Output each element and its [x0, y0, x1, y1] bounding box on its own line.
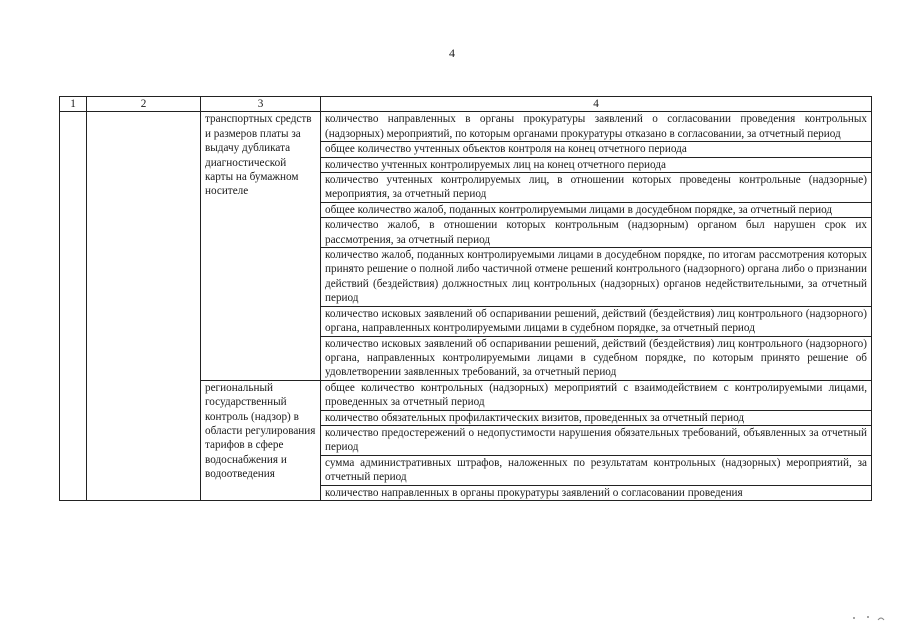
scan-artifact — [848, 606, 888, 626]
indicator-cell: количество исковых заявлений об оспаривании решений, действий (бездействия) лиц контрольного (надзорного) органа, направленных контролируемыми лицами в судебном порядке, за отчетный период — [321, 306, 872, 336]
cell-number — [60, 112, 87, 501]
column-header: 4 — [321, 97, 872, 112]
indicator-cell: количество жалоб, поданных контролируемыми лицами в досудебном порядке, по итогам рассмотрения которых принято решение о полной либо частичной отмене решений контрольного (надзорного) органа либо о признании действий (бездействия) должностных лиц контрольных (надзорных) органов недействительными, за отчетный период — [321, 248, 872, 307]
indicator-cell: общее количество контрольных (надзорных) мероприятий с взаимодействием с контролируемыми лицами, проведенных за отчетный период — [321, 380, 872, 410]
indicator-cell: количество предостережений о недопустимости нарушения обязательных требований, объявленных за отчетный период — [321, 425, 872, 455]
indicator-cell: количество исковых заявлений об оспаривании решений, действий (бездействия) лиц контрольного (надзорного) органа, направленных контролируемыми лицами в судебном порядке, по которым принято решение об удовлетворении заявленных требований, за отчетный период — [321, 336, 872, 380]
activity-cell: транспортных средств и размеров платы за выдачу дубликата диагностической карты на бумажном носителе — [201, 112, 321, 380]
indicator-cell: общее количество жалоб, поданных контролируемыми лицами в досудебном порядке, за отчетный период — [321, 202, 872, 217]
column-header: 3 — [201, 97, 321, 112]
table-row — [60, 112, 872, 142]
indicators-table — [59, 96, 872, 501]
table-header-row — [60, 97, 872, 112]
indicator-cell: количество обязательных профилактических визитов, проведенных за отчетный период — [321, 410, 872, 425]
page-number: 4 — [449, 46, 455, 60]
spacer-cell — [321, 500, 872, 501]
indicator-cell: количество учтенных контролируемых лиц на конец отчетного периода — [321, 157, 872, 172]
cell-name — [87, 112, 201, 501]
indicator-cell: количество направленных в органы прокуратуры заявлений о согласовании проведения — [321, 485, 872, 500]
indicator-cell: количество направленных в органы прокуратуры заявлений о согласовании проведения контрольных (надзорных) мероприятий, по которым органами прокуратуры отказано в согласовании, за отчетный период — [321, 112, 872, 142]
activity-cell: региональный государственный контроль (надзор) в области регулирования тарифов в сфере водоснабжения и водоотведения — [201, 380, 321, 501]
indicator-cell: количество учтенных контролируемых лиц, в отношении которых проведены контрольные (надзорные) мероприятия, за отчетный период — [321, 173, 872, 203]
indicator-cell: общее количество учтенных объектов контроля на конец отчетного периода — [321, 142, 872, 157]
indicator-cell: количество жалоб, в отношении которых контрольным (надзорным) органом был нарушен срок их рассмотрения, за отчетный период — [321, 218, 872, 248]
column-header: 2 — [87, 97, 201, 112]
column-header: 1 — [60, 97, 87, 112]
indicator-cell: сумма административных штрафов, наложенных по результатам контрольных (надзорных) мероприятий, за отчетный период — [321, 455, 872, 485]
